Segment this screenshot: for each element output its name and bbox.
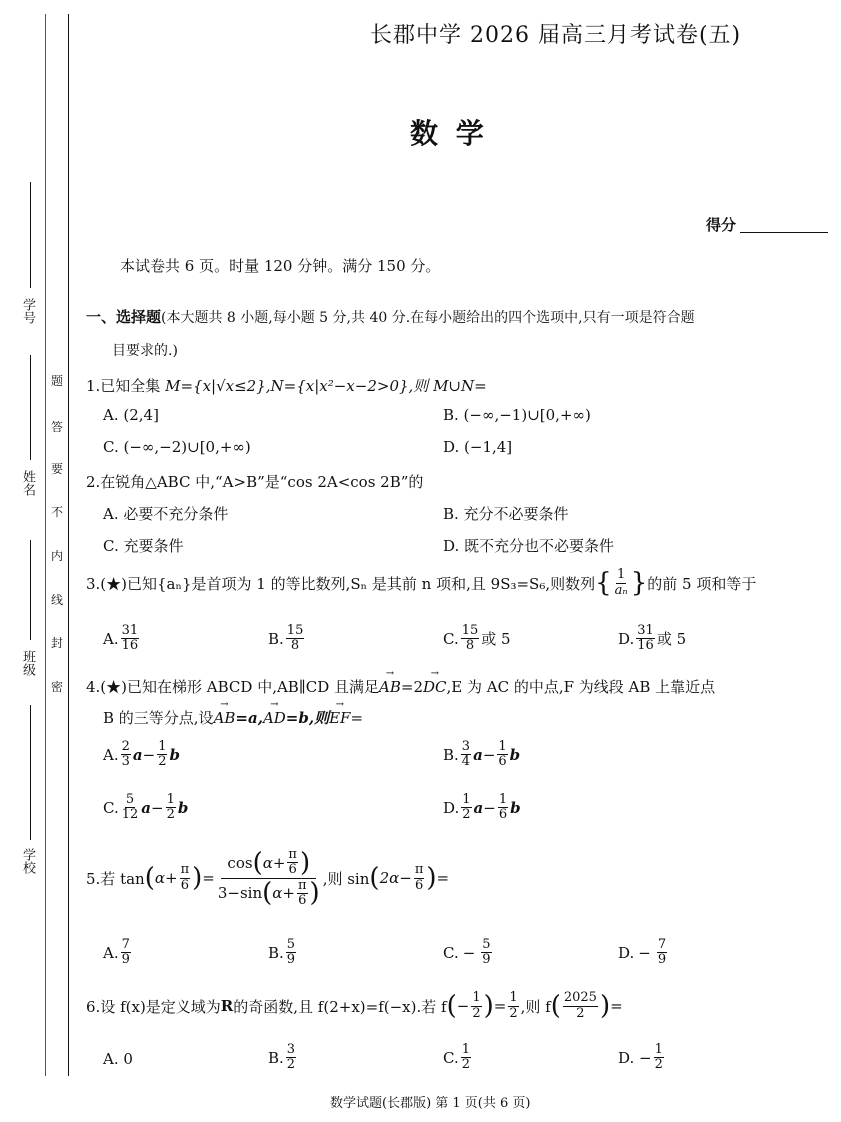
- frac: [461, 1043, 471, 1073]
- num: π: [414, 862, 424, 878]
- den: 2: [461, 1057, 470, 1073]
- lbl: D.: [443, 798, 460, 817]
- den: 16: [121, 638, 139, 654]
- q5-big-fraction: [217, 848, 321, 908]
- q3-stem-b: 的前 5 项和等于: [647, 574, 757, 593]
- num: 1: [509, 990, 518, 1006]
- q4-eq2: =2: [400, 678, 423, 696]
- den: 2: [509, 1005, 518, 1021]
- score-blank[interactable]: [740, 232, 828, 233]
- q5-option-d[interactable]: [618, 938, 669, 968]
- frac: [654, 1043, 664, 1073]
- num: 5: [482, 937, 491, 952]
- q5-big-den: 3−sin ( α+ $\frac{\pi}{6}$ ): [217, 877, 320, 909]
- q3-c-suffix: 或 5: [481, 630, 511, 649]
- den: 8: [290, 638, 300, 654]
- frac: [498, 793, 508, 823]
- q3-d-suffix: 或 5: [656, 630, 687, 649]
- q6-eq: =: [493, 997, 507, 1015]
- den: 9: [482, 952, 491, 968]
- frac: [157, 740, 167, 770]
- num: 31: [637, 623, 654, 638]
- ap: α+: [262, 853, 286, 872]
- num: π: [180, 862, 190, 878]
- q3-option-b[interactable]: [268, 624, 306, 654]
- q1-option-a[interactable]: A. (2,4]: [103, 406, 159, 424]
- q6-then: ,则 f: [520, 997, 551, 1016]
- dp: 3−sin: [217, 884, 263, 903]
- num: 31: [121, 623, 139, 638]
- num: 1: [461, 1042, 470, 1057]
- exam-title: 长郡中学 2026 届高三月考试卷(五): [370, 23, 742, 48]
- half: [471, 991, 481, 1021]
- q6-a: 6.设 f(x)是定义域为: [86, 997, 221, 1016]
- margin-label-xuexiao: 学校: [20, 848, 35, 874]
- num: 15: [286, 623, 304, 638]
- sign: −: [638, 943, 651, 962]
- seal-char: 不: [51, 505, 64, 519]
- q4-l2a: B 的三等分点,设: [103, 709, 214, 727]
- frac: [121, 740, 131, 770]
- den: 6: [298, 892, 307, 908]
- subject-title: 数 学: [410, 117, 488, 150]
- q3-a-frac: [121, 624, 140, 654]
- q6-option-d[interactable]: [618, 1043, 666, 1073]
- q5-big-num: cos ( α+ $\frac{\pi}{6}$ ): [221, 848, 316, 879]
- q1-option-c[interactable]: C. (−∞,−2)∪[0,+∞): [103, 438, 251, 456]
- pi6: [287, 848, 298, 878]
- num: 3: [286, 1042, 296, 1057]
- num: 2025: [563, 990, 597, 1006]
- binding-line-inner: [68, 14, 69, 1076]
- q6-R: R: [220, 997, 234, 1015]
- ap: α+: [272, 884, 295, 903]
- section-heading: [86, 306, 695, 327]
- lbl: D. −: [618, 1048, 652, 1067]
- seal-char: 密: [51, 680, 64, 694]
- margin-label-xuehao: 学号: [20, 298, 35, 324]
- pi6: [297, 879, 308, 909]
- den: 2: [462, 807, 471, 823]
- vec-ab: → AB: [379, 678, 401, 696]
- num: 3: [461, 739, 471, 754]
- num: 1: [166, 792, 175, 807]
- num: 15: [461, 623, 479, 638]
- lbl: B.: [268, 943, 284, 962]
- q5-option-b[interactable]: [268, 938, 298, 968]
- q5-option-a[interactable]: [103, 938, 133, 968]
- q3-frac-den: aₙ: [614, 582, 628, 598]
- q2-option-d[interactable]: D. 既不充分也不必要条件: [443, 537, 615, 555]
- den: 2: [158, 754, 167, 770]
- frac: [497, 740, 507, 770]
- den: 6: [288, 862, 297, 878]
- lbl: C.: [103, 798, 119, 817]
- question-5: 5.若 tan ( α+ $\frac{\pi}{6}$ ) = cos ( α+ $\frac{\pi}{6}$ ) 3−sin ( α+ $\frac{\pi}{6}$ ) ,则 sin ( 2α− $\frac{\pi}{6}$ ) =: [86, 847, 450, 909]
- lbl: C.: [443, 943, 459, 962]
- margin-label-xingming: 姓名: [20, 470, 35, 496]
- q4-option-a[interactable]: A. $\frac{2}{3}$ a − $\frac{1}{2}$ b: [103, 739, 180, 770]
- q1-option-d[interactable]: D. (−1,4]: [443, 438, 513, 456]
- num: 1: [654, 1042, 663, 1057]
- q3-option-a[interactable]: [103, 624, 141, 654]
- q3-frac-num: 1: [617, 567, 626, 583]
- q1-stem: M={x|√x≤2},N={x|x²−x−2>0},则 M∪N=: [165, 377, 487, 395]
- q4-l1b: ,E 为 AC 的中点,F 为线段 AB 上靠近点: [446, 678, 716, 696]
- den: 3: [121, 754, 130, 770]
- margin-label-banji: 班级: [20, 650, 35, 676]
- q4-eqb: =b,则: [285, 709, 330, 727]
- vec-ab: → AB: [214, 709, 236, 727]
- q4-option-b[interactable]: B. $\frac{3}{4}$ a − $\frac{1}{6}$ b: [443, 739, 521, 770]
- exam-intro: 本试卷共 6 页。时量 120 分钟。满分 150 分。: [120, 257, 441, 275]
- q3-d-label: D.: [618, 629, 635, 648]
- margin-blank-xuexiao: [30, 705, 31, 840]
- den: 9: [121, 952, 130, 968]
- seal-char: 要: [51, 462, 64, 476]
- q4-option-c[interactable]: C. $\frac{5}{12}$ a − $\frac{1}{2}$ b: [103, 792, 189, 823]
- lbl: A.: [103, 943, 119, 962]
- den: 6: [498, 807, 508, 823]
- den: 12: [121, 807, 139, 823]
- lbl: B.: [268, 1048, 284, 1067]
- pi-over-6: [180, 863, 191, 893]
- question-1: [86, 375, 487, 396]
- q4-eq-end: =: [350, 709, 364, 727]
- q5-prefix: 5.若 tan: [86, 869, 145, 888]
- q3-stem-a: 3.(★)已知{aₙ}是首项为 1 的等比数列,Sₙ 是其前 n 项和,且 9S₃=S₆,则数列: [86, 574, 596, 593]
- question-6: 6.设 f(x)是定义域为 R 的奇函数,且 f(2+x)=f(−x).若 f ( − $\frac{1}{2}$ ) = $\frac{1}{2}$ ,则 f ( $\frac{2025}{2}$ ) =: [86, 990, 623, 1021]
- num: 7: [121, 937, 130, 952]
- margin-blank-xuehao: [30, 182, 31, 288]
- lbl: D.: [618, 943, 635, 962]
- seal-char: 题: [51, 374, 64, 388]
- seal-char: 线: [51, 593, 64, 607]
- num: 1: [472, 990, 481, 1006]
- frac: [461, 793, 471, 823]
- page-footer: 数学试题(长郡版) 第 1 页(共 6 页): [330, 1096, 531, 1111]
- q1-prefix: 1.已知全集: [86, 377, 166, 395]
- num: 1: [498, 792, 508, 807]
- den: 6: [414, 877, 424, 893]
- section-desc: (本大题共 8 小题,每小题 5 分,共 40 分.在每小题给出的四个选项中,只有一项是符合题: [161, 310, 695, 326]
- f2025: [563, 991, 598, 1021]
- q4-eqa: =a,: [235, 709, 263, 727]
- q3-b-label: B.: [268, 629, 284, 648]
- score-label: 得分: [706, 216, 737, 234]
- q5-option-c[interactable]: [443, 938, 494, 968]
- den: 4: [461, 754, 471, 770]
- num: 7: [657, 937, 667, 952]
- lbl: C.: [443, 1048, 459, 1067]
- den: 6: [498, 754, 507, 770]
- den: 16: [637, 638, 654, 654]
- pi6: [414, 863, 425, 893]
- vec-ad: → AD: [263, 709, 286, 727]
- question-3: 3.(★)已知{aₙ}是首项为 1 的等比数列,Sₙ 是其前 n 项和,且 9S₃=S₆,则数列 { $\frac{1}{\text{aₙ}}$ } 的前 5 项和等于: [86, 567, 757, 598]
- q6-end: =: [610, 997, 623, 1015]
- q5-ap: α+: [154, 869, 178, 888]
- binding-line-outer: [45, 14, 46, 1076]
- seal-char: 封: [51, 636, 64, 650]
- den: 9: [657, 952, 667, 968]
- den: 2: [166, 807, 175, 823]
- num: 5: [286, 937, 296, 952]
- seal-char: 内: [51, 549, 64, 563]
- den: 8: [465, 638, 475, 654]
- q5-eq: =: [202, 869, 215, 888]
- q2-option-a[interactable]: A. 必要不充分条件: [103, 505, 229, 523]
- frac: [286, 938, 296, 968]
- sign: −: [462, 943, 476, 962]
- q2-option-b[interactable]: B. 充分不必要条件: [443, 505, 569, 523]
- q2-option-c[interactable]: C. 充要条件: [103, 537, 184, 555]
- q3-b-frac: [286, 624, 305, 654]
- q5-2a: 2α−: [379, 869, 412, 888]
- frac: [121, 938, 131, 968]
- margin-blank-xingming: [30, 355, 31, 460]
- section-desc-cont: 目要求的.): [112, 343, 178, 359]
- den: 2: [654, 1057, 663, 1073]
- section-title: 一、选择题: [86, 308, 162, 326]
- question-2: 2.在锐角△ABC 中,“A>B”是“cos 2A<cos 2B”的: [86, 473, 424, 491]
- num: 2: [121, 739, 130, 754]
- q6-option-c[interactable]: [443, 1043, 473, 1073]
- q6-b: 的奇函数,且 f(2+x)=f(−x).若 f: [233, 997, 447, 1016]
- frac: [481, 938, 491, 968]
- cos: cos: [227, 853, 253, 872]
- frac: [461, 740, 471, 770]
- q3-d-frac: [636, 624, 655, 654]
- q3-option-c[interactable]: [443, 624, 511, 654]
- frac: [657, 938, 667, 968]
- num: 1: [158, 739, 167, 754]
- den: 2: [576, 1005, 585, 1021]
- num: π: [298, 877, 307, 893]
- q5-end: =: [436, 869, 450, 888]
- q5-mid: ,则 sin: [322, 869, 370, 888]
- num: 1: [462, 792, 471, 807]
- frac: [286, 1043, 296, 1073]
- vec-ef: → EF: [329, 709, 350, 727]
- den: 2: [286, 1057, 296, 1073]
- q6-option-a[interactable]: A. 0: [103, 1050, 133, 1068]
- q3-c-label: C.: [443, 629, 459, 648]
- frac: [166, 793, 176, 823]
- den: 9: [286, 952, 296, 968]
- frac: [121, 793, 140, 823]
- vec-dc: → DC: [423, 678, 447, 696]
- q4-option-d[interactable]: D. $\frac{1}{2}$ a − $\frac{1}{6}$ b: [443, 792, 521, 823]
- q3-a-label: A.: [103, 629, 119, 648]
- lbl: A.: [103, 745, 119, 764]
- q6-minus: −: [456, 997, 470, 1015]
- q4-l1a: 4.(★)已知在梯形 ABCD 中,AB∥CD 且满足: [86, 678, 380, 696]
- half: [508, 991, 518, 1021]
- den: 6: [180, 877, 189, 893]
- question-4-line1: [86, 676, 715, 697]
- lbl: B.: [443, 745, 459, 764]
- num: 1: [498, 739, 507, 754]
- q3-c-frac: [461, 624, 480, 654]
- q3-fraction: [614, 568, 629, 598]
- seal-char: 答: [51, 420, 64, 434]
- num: π: [288, 847, 297, 862]
- question-4-line2: [103, 707, 363, 728]
- q1-option-b[interactable]: B. (−∞,−1)∪[0,+∞): [443, 406, 591, 424]
- margin-blank-banji: [30, 540, 31, 640]
- q3-option-d[interactable]: [618, 624, 686, 654]
- num: 5: [125, 792, 135, 807]
- q6-option-b[interactable]: [268, 1043, 298, 1073]
- den: 2: [472, 1005, 481, 1021]
